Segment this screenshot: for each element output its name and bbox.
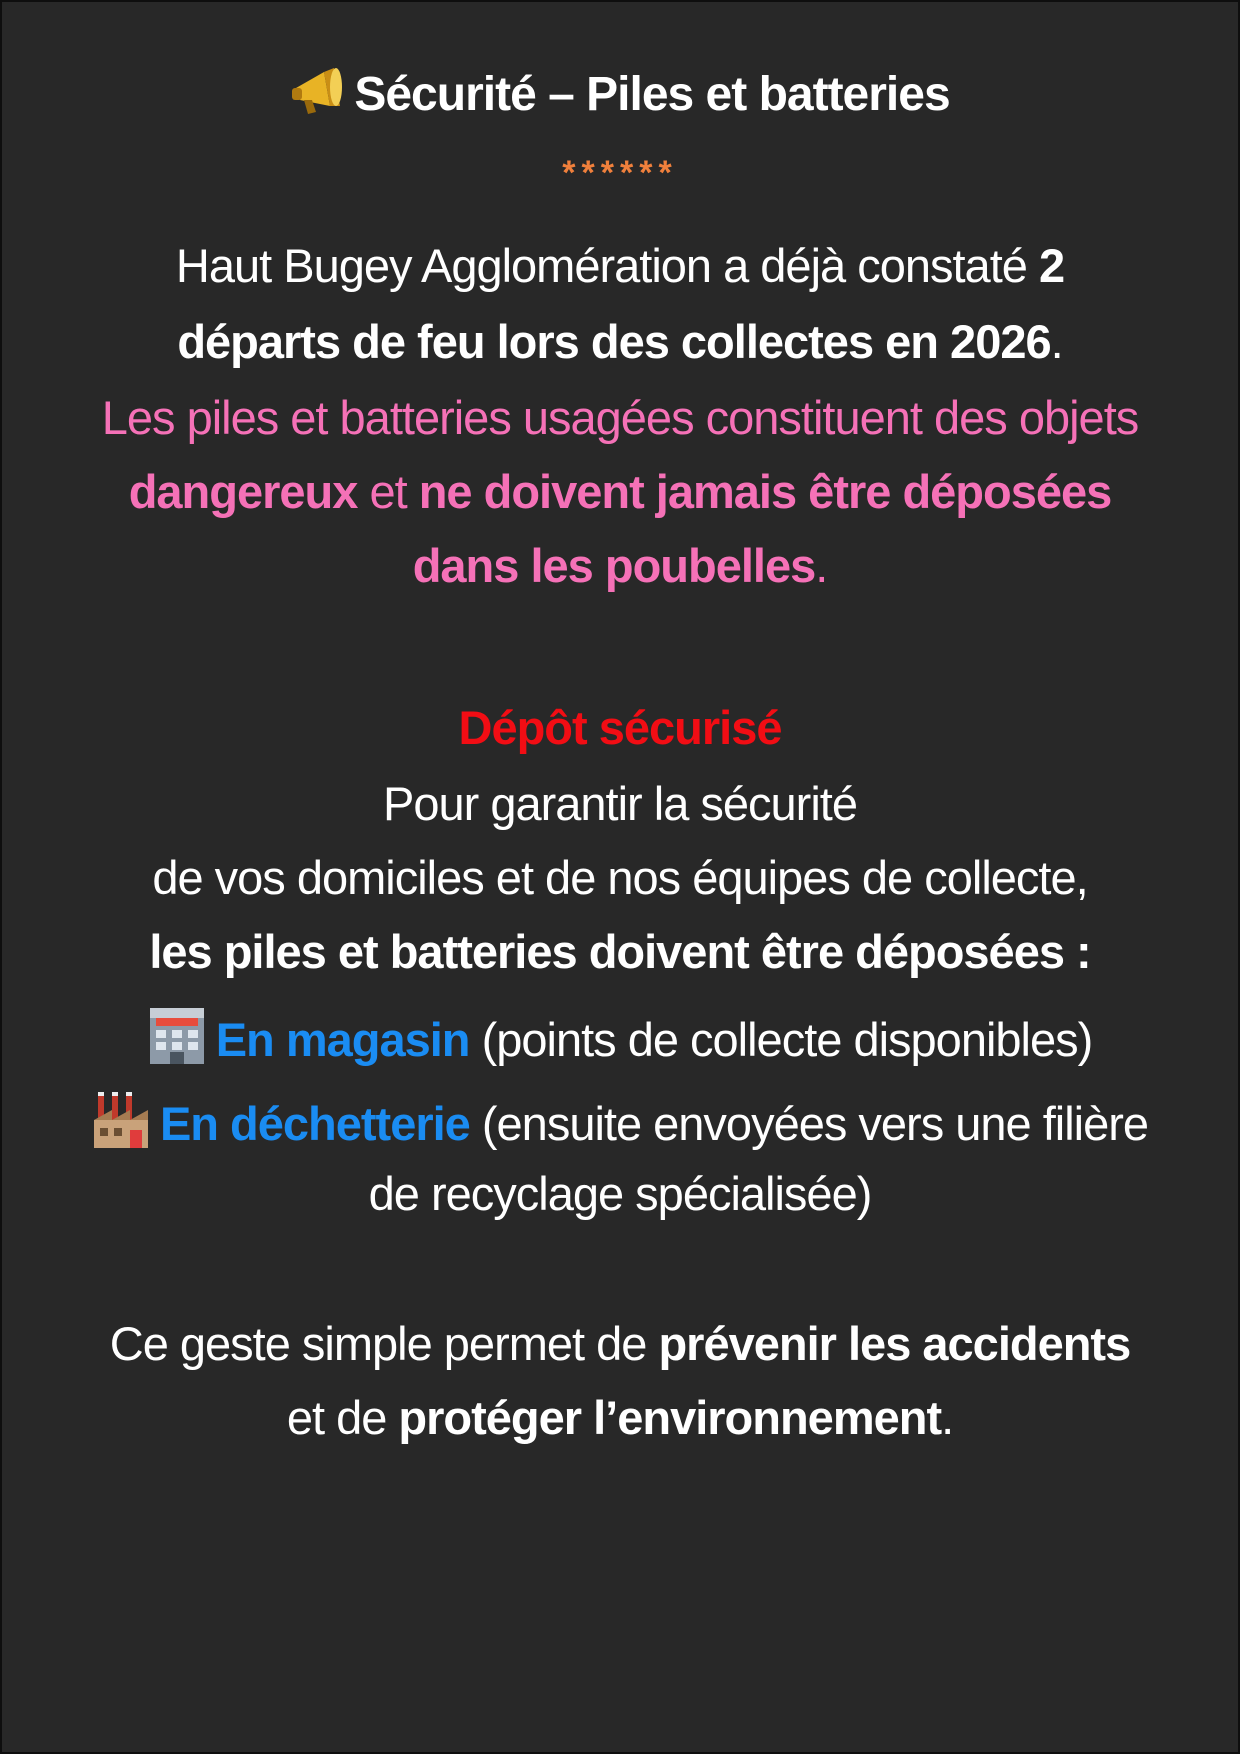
- closing-period: .: [941, 1391, 954, 1444]
- deposit-line-3: les piles et batteries doivent être déposées :: [149, 925, 1091, 978]
- closing-text: Ce geste simple permet de: [109, 1317, 659, 1370]
- closing-line-2: [2, 1390, 1238, 1445]
- warning-bins: dans les poubelles: [412, 539, 816, 592]
- department-store-icon: [148, 1004, 206, 1066]
- title-text: Sécurité – Piles et batteries: [354, 68, 950, 121]
- deposit-line-1: Pour garantir la sécurité: [383, 777, 857, 830]
- intro-line-1: [2, 238, 1238, 293]
- deposit-line-2: de vos domiciles et de nos équipes de collecte,: [152, 851, 1088, 904]
- warning-line-1: Les piles et batteries usagées constituent des objets: [101, 391, 1139, 444]
- closing-emphasis-1: prévenir les accidents: [658, 1317, 1131, 1370]
- factory-icon: [92, 1088, 150, 1150]
- warning-and: et: [357, 465, 419, 518]
- closing-text-2: et de: [286, 1391, 399, 1444]
- closing-emphasis-2: protéger l’environnement: [398, 1391, 942, 1444]
- closing-line-1: [2, 1316, 1238, 1371]
- option-store-detail: (points de collecte disponibles): [469, 1013, 1093, 1066]
- option-store: [2, 1004, 1238, 1067]
- option-recycling-center: [2, 1088, 1238, 1151]
- option-recycling-detail: (ensuite envoyées vers une filière: [469, 1097, 1149, 1150]
- intro-line-2: [2, 314, 1238, 369]
- megaphone-icon: [290, 66, 348, 118]
- intro-text: Haut Bugey Agglomération a déjà constaté: [175, 239, 1039, 292]
- page-title: [2, 66, 1238, 122]
- section-heading: Dépôt sécurisé: [458, 701, 782, 754]
- decorative-stars: ******: [562, 154, 678, 192]
- option-store-label: En magasin: [215, 1013, 470, 1066]
- intro-count: 2: [1038, 239, 1065, 292]
- warning-line-3: [2, 538, 1238, 593]
- option-recycling-label: En déchetterie: [159, 1097, 470, 1150]
- option-recycling-detail-2: de recyclage spécialisée): [368, 1167, 872, 1220]
- warning-dangerous: dangereux: [128, 465, 358, 518]
- warning-period: .: [815, 539, 828, 592]
- warning-never: ne doivent jamais être déposées: [418, 465, 1112, 518]
- intro-period: .: [1050, 315, 1063, 368]
- warning-line-2: [2, 464, 1238, 519]
- intro-emphasis: départs de feu lors des collectes en 2026: [177, 315, 1051, 368]
